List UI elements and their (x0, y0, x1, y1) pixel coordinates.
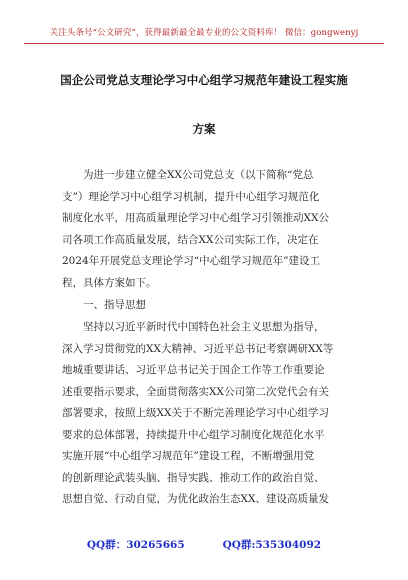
paragraph-intro (62, 165, 362, 294)
text-line: 2024年开展党总支理论学习“中心组学习规范年”建设工 (62, 255, 320, 267)
text-line: 实施开展“中心组学习规范年”建设工程，不断增强用党 (62, 450, 315, 462)
footer-contact (0, 537, 408, 552)
text-line: 司各项工作高质量发展，结合XX公司实际工作，决定在 (62, 233, 319, 246)
document-title-line1: 国企公司党总支理论学习中心组学习规范年建设工程实施 (60, 73, 348, 87)
text-line: 程，具体方案如下。 (62, 276, 157, 289)
text-line: 部署要求，按照上级XX关于不断完善理论学习中心组学习 (62, 407, 329, 419)
text-line: 为进一步建立健全XX公司党总支（以下简称“党总 (83, 169, 314, 181)
text-line: 制度化水平，用高质量理论学习中心组学习引领推动XX公 (62, 212, 329, 224)
paragraph-guiding-thought (62, 317, 362, 511)
text-line: 述重要指示要求，全面贯彻落实XX公司第二次党代会有关 (62, 385, 329, 398)
text-line: 深入学习贯彻党的XX大精神、习近平总书记考察调研XX等 (62, 342, 334, 355)
section-heading-text: 一、指导思想 (83, 299, 146, 311)
text-line: 地城重要讲话、习近平总书记关于国企工作等工作重要论 (62, 364, 325, 376)
document-title-line2: 方案 (192, 122, 216, 136)
footer-qq-group-1: QQ群：30265665 (86, 539, 185, 551)
footer-qq-group-2: QQ群:535304092 (222, 539, 322, 551)
text-line: 坚持以习近平新时代中国特色社会主义思想为指导， (83, 321, 325, 333)
text-line: 要求的总体部署，持续提升中心组学习制度化规范化水平 (62, 428, 325, 441)
text-line: 支”）理论学习中心组学习机制，提升中心组学习规范化 (62, 190, 320, 203)
text-line: 的创新理论武装头脑、指导实践、推动工作的政治自觉、 (62, 471, 325, 484)
header-divider (24, 43, 384, 44)
section-heading (62, 295, 362, 317)
header-banner: 关注头条号“公文研究”，获得最新最全最专业的公文资料库！ 微信：gongwenyj (49, 28, 359, 38)
text-line: 思想自觉、行动自觉，为优化政治生态XX、建设高质量发 (62, 493, 329, 505)
